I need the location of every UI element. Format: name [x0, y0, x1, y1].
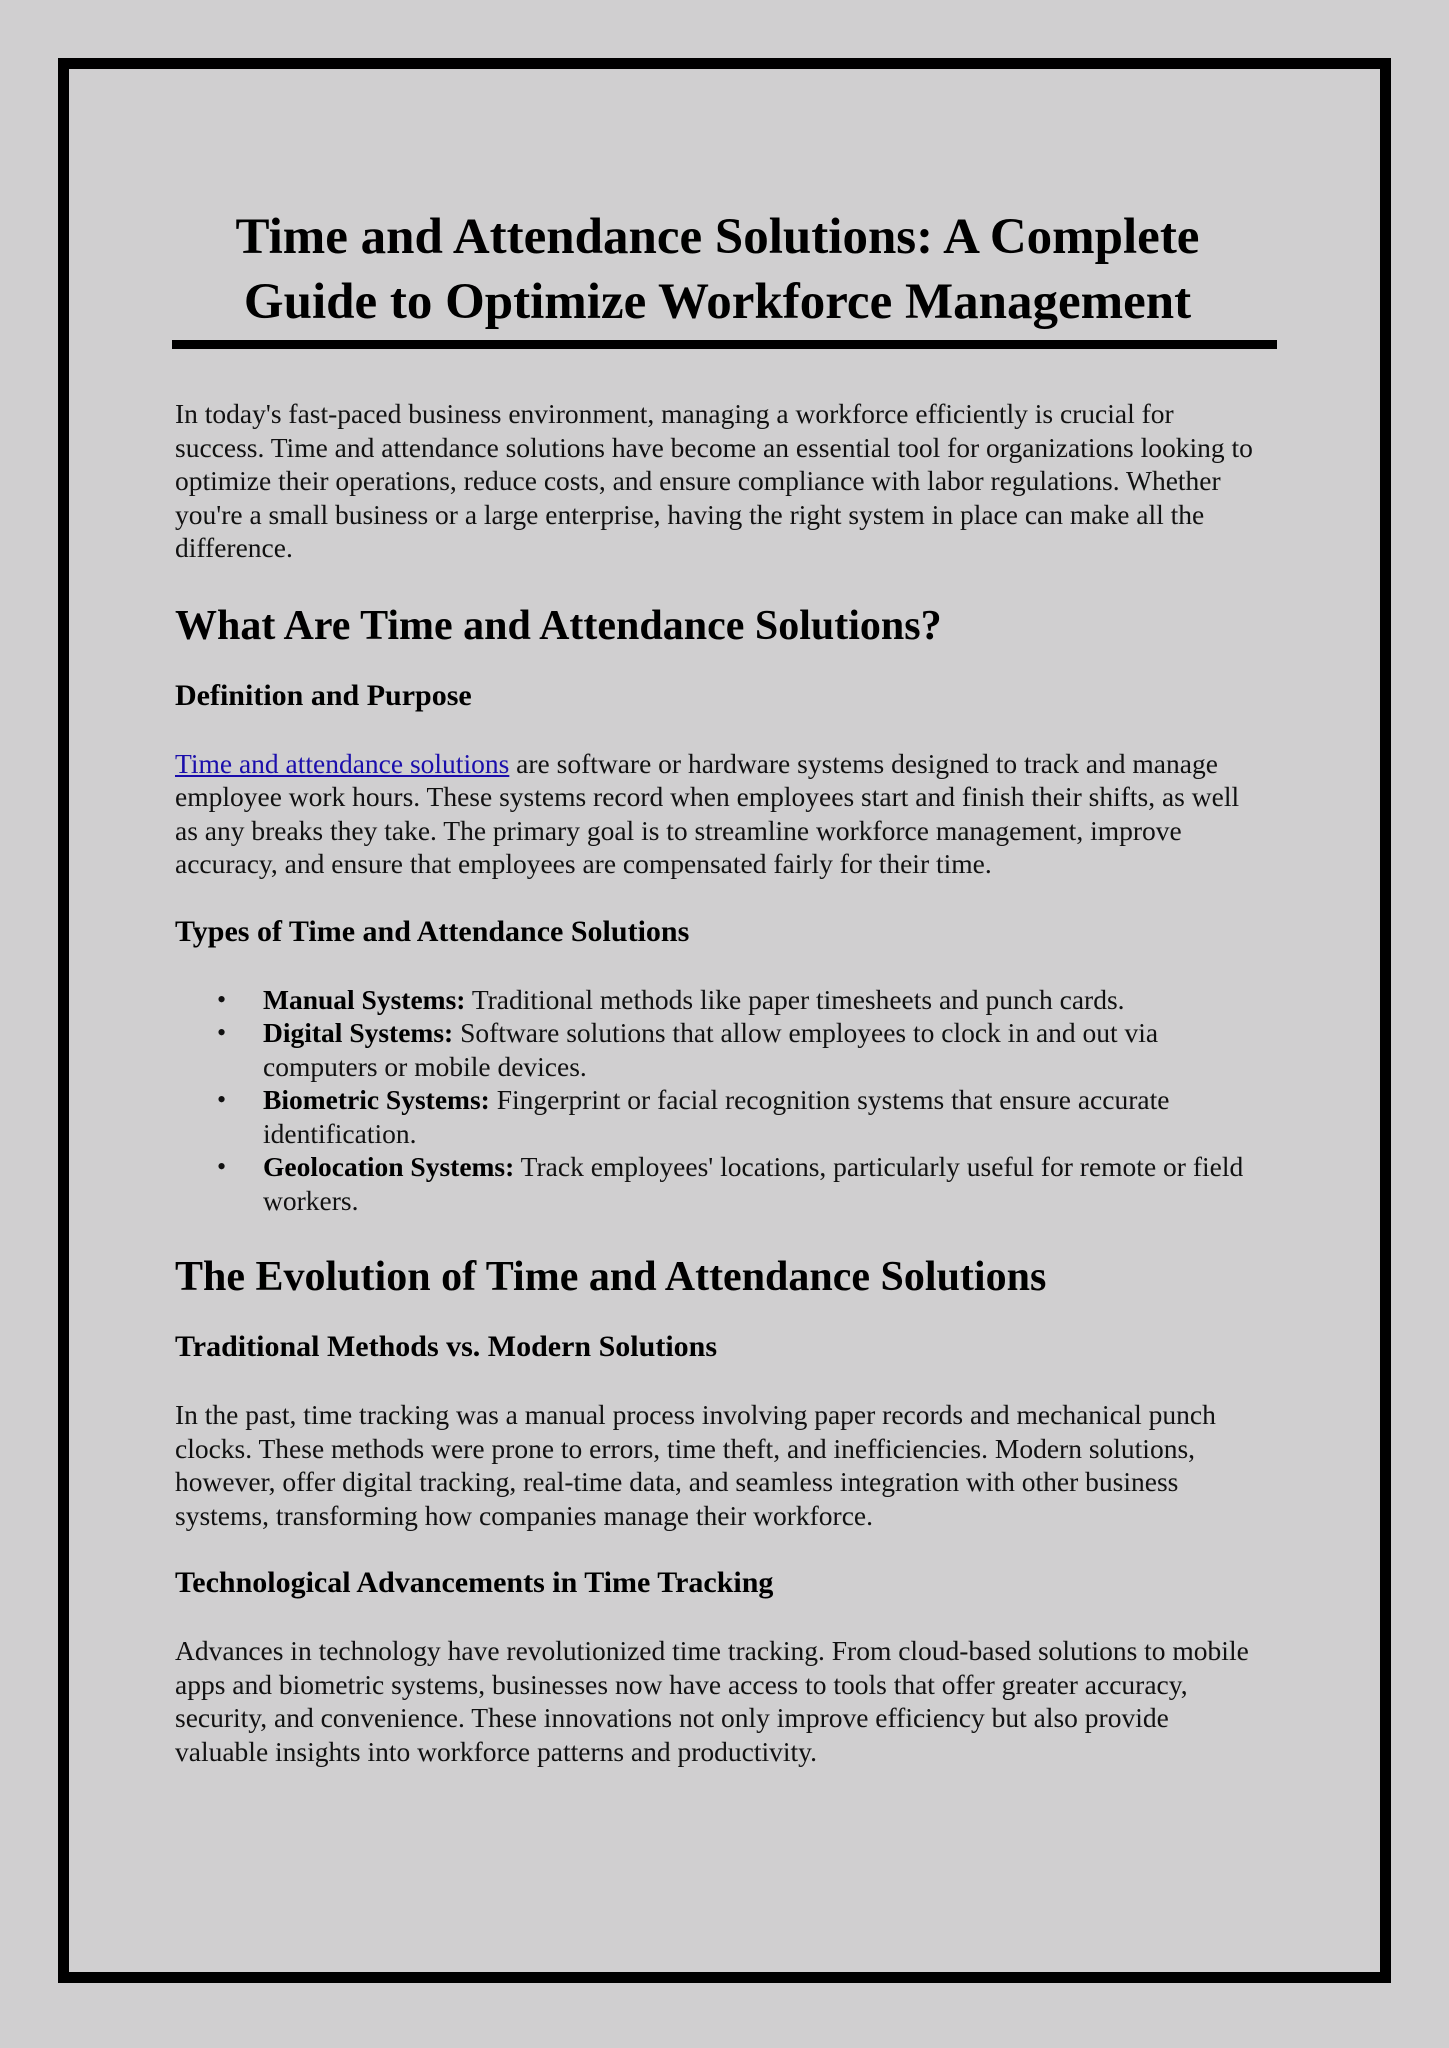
subheading-definition: Definition and Purpose [175, 678, 472, 712]
page-title: Time and Attendance Solutions: A Complete Guide to Optimize Workforce Management [235, 209, 1200, 330]
section-heading-what-are: What Are Time and Attendance Solutions? [175, 602, 942, 649]
intro-paragraph: In today's fast-paced business environment, managing a workforce efficiently is crucial for success. Time and attendance solutions have become an essential tool for organizations looking to optimize their operations, reduce costs, and ensure compliance with labor regulations. Whether you're a small business or a large enterprise, having the right system in place can make all the difference. [175, 398, 1253, 563]
traditional-paragraph: In the past, time tracking was a manual process involving paper records and mechanical punch clocks. These methods were prone to errors, time theft, and inefficiencies. Modern solutions, however, offer digital tracking, real-time data, and seamless integration with other business systems, transforming how companies manage their workforce. [175, 1399, 1216, 1531]
subheading-traditional: Traditional Methods vs. Modern Solutions [175, 1330, 718, 1363]
subheading-tech: Technological Advancements in Time Tracking [175, 1566, 774, 1599]
definition-paragraph [175, 747, 1260, 881]
list-item-term: Manual Systems: [263, 983, 466, 1015]
definition-text: are software or hardware systems designed to track and manage employee work hours. These systems record when employees start and finish their shifts, as well as any breaks they take. The primary goal is to streamline workforce management, improve accuracy, and ensure that employees are compensated fairly for their time. [175, 747, 1240, 879]
types-list [175, 983, 1260, 1218]
article [175, 205, 1260, 1768]
list-item-term: Digital Systems: [263, 1017, 454, 1048]
list-item-text: Track employees' locations, particularly useful for remote or field workers. [263, 1151, 1244, 1216]
list-item-term: Geolocation Systems: [263, 1151, 515, 1182]
list-item-term: Biometric Systems: [263, 1084, 490, 1115]
subheading-types: Types of Time and Attendance Solutions [175, 914, 690, 948]
list-item [263, 1016, 1260, 1083]
solutions-link[interactable]: Time and attendance solutions [175, 747, 510, 779]
list-item [263, 1083, 1260, 1150]
list-item [263, 983, 1260, 1017]
list-item-text: Traditional methods like paper timesheets and punch cards. [465, 983, 1125, 1015]
list-item [263, 1150, 1260, 1217]
tech-paragraph: Advances in technology have revolutionized time tracking. From cloud-based solutions to mobile apps and biometric systems, businesses now have access to tools that offer greater accuracy, security, and convenience. These innovations not only improve efficiency but also provide valuable insights into workforce patterns and productivity. [175, 1635, 1249, 1767]
list-item-text: Software solutions that allow employees to clock in and out via computers or mobile devices. [263, 1017, 1159, 1082]
list-item-text: Fingerprint or facial recognition systems that ensure accurate identification. [263, 1084, 1170, 1149]
section-heading-evolution: The Evolution of Time and Attendance Solutions [175, 1254, 1047, 1300]
